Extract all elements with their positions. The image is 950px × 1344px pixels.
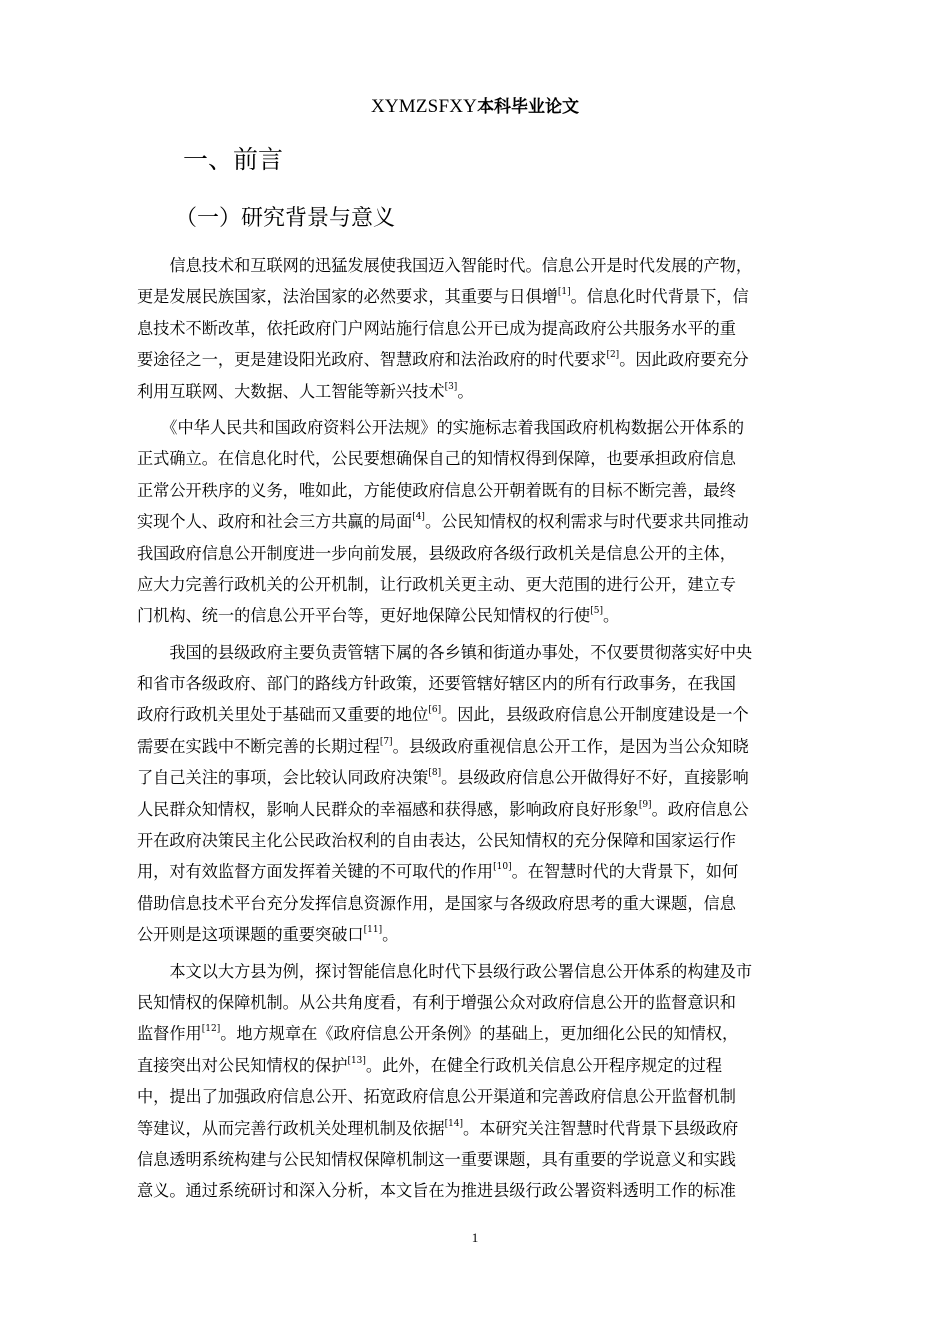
text-line: [137, 731, 857, 762]
text-run: 门机构、统一的信息公开平台等，更好地保障公民知情权的行使: [137, 606, 591, 626]
citation-ref: [3]: [444, 381, 458, 392]
text-run: 。: [382, 925, 399, 945]
text-line: [137, 956, 857, 987]
text-run: 更是发展民族国家，法治国家的必然要求，其重要与日俱增: [137, 287, 558, 307]
paragraph: [137, 250, 857, 407]
text-line: [137, 376, 857, 407]
text-line: [137, 443, 857, 474]
header-code: XYMZSFXY: [370, 96, 478, 117]
text-run: 。县级政府重视信息公开工作，是因为当公众知晓: [392, 736, 749, 756]
text-run: 。: [457, 381, 474, 401]
text-line: [137, 1144, 857, 1175]
text-line: [137, 762, 857, 793]
text-line: [137, 794, 857, 825]
text-run: 我国政府信息公开制度进一步向前发展，县级政府各级行政机关是信息公开的主体，: [137, 543, 736, 563]
text-line: [137, 1050, 857, 1081]
paragraph: [137, 637, 857, 951]
citation-ref: [2]: [606, 350, 620, 361]
header-subtitle: 本科毕业论文: [477, 97, 580, 117]
text-line: [137, 699, 857, 730]
text-run: 开在政府决策民主化公民政治权利的自由表达，公民知情权的充分保障和国家运行作: [137, 831, 736, 851]
text-line: [137, 281, 857, 312]
citation-ref: [14]: [444, 1118, 464, 1129]
text-line: [137, 344, 857, 375]
text-run: 正式确立。在信息化时代，公民要想确保自己的知情权得到保障，也要承担政府信息: [137, 449, 736, 469]
text-line: [137, 412, 857, 443]
citation-ref: [11]: [363, 925, 383, 936]
text-run: 要途径之一，更是建设阳光政府、智慧政府和法治政府的时代要求: [137, 350, 607, 370]
text-run: 用，对有效监督方面发挥着关键的不可取代的作用: [137, 862, 494, 882]
citation-ref: [10]: [493, 862, 512, 873]
text-line: [137, 475, 857, 506]
text-run: 应大力完善行政机关的公开机制，让行政机关更主动、更大范围的进行公开，建立专: [137, 574, 736, 594]
text-line: [137, 888, 857, 919]
text-run: 等建议，从而完善行政机关处理机制及依据: [137, 1118, 445, 1138]
text-line: [137, 1081, 857, 1112]
text-run: 。政府信息公: [651, 799, 749, 819]
text-run: 监督作用: [137, 1024, 202, 1044]
thesis-header: [0, 92, 950, 121]
text-run: 。地方规章在《政府信息公开条例》的基础上，更加细化公民的知情权，: [220, 1024, 739, 1044]
text-run: 意义。通过系统研讨和深入分析，本文旨在为推进县级行政公署资料透明工作的标准: [137, 1181, 736, 1201]
text-run: 。本研究关注智慧时代背景下县级政府: [463, 1118, 739, 1138]
paragraph: [137, 412, 857, 632]
text-run: 《中华人民共和国政府资料公开法规》的实施标志着我国政府机构数据公开体系的: [137, 417, 745, 437]
citation-ref: [13]: [347, 1055, 366, 1066]
text-run: 。因此，县级政府信息公开制度建设是一个: [441, 705, 749, 725]
citation-ref: [12]: [201, 1024, 221, 1035]
text-run: 和省市各级政府、部门的路线方针政策，还要管辖好辖区内的所有行政事务，在我国: [137, 674, 736, 694]
text-run: 。此外，在健全行政机关信息公开程序规定的过程: [365, 1055, 723, 1075]
citation-ref: [9]: [638, 799, 652, 810]
text-run: 实现个人、政府和社会三方共赢的局面: [137, 512, 413, 532]
text-run: 。公民知情权的权利需求与时代要求共同推动: [424, 512, 749, 532]
text-run: 我国的县级政府主要负责管辖下属的各乡镇和街道办事处，不仅要贯彻落实好中央: [137, 642, 753, 662]
text-run: 本文以大方县为例，探讨智能信息化时代下县级行政公署信息公开体系的构建及市: [137, 961, 753, 981]
text-line: [137, 919, 857, 950]
text-line: [137, 1113, 857, 1144]
text-run: 民知情权的保障机制。从公共角度看，有利于增强公众对政府信息公开的监督意识和: [137, 992, 736, 1012]
text-run: 人民群众知情权，影响人民群众的幸福感和获得感，影响政府良好形象: [137, 799, 639, 819]
text-line: [137, 506, 857, 537]
section-heading: 一、前言: [183, 145, 284, 174]
citation-ref: [8]: [428, 768, 442, 779]
text-run: 公开则是这项课题的重要突破口: [137, 925, 364, 945]
text-line: [137, 313, 857, 344]
text-run: 。县级政府信息公开做得好不好，直接影响: [441, 768, 749, 788]
text-run: 需要在实践中不断完善的长期过程: [137, 736, 380, 756]
text-run: 息技术不断改革，依托政府门户网站施行信息公开已成为提高政府公共服务水平的重: [137, 318, 736, 338]
body-text: [137, 250, 857, 1212]
text-run: 正常公开秩序的义务，唯如此，方能使政府信息公开朝着既有的目标不断完善，最终: [137, 480, 736, 500]
text-run: 中，提出了加强政府信息公开、拓宽政府信息公开渠道和完善政府信息公开监督机制: [137, 1087, 736, 1107]
text-line: [137, 569, 857, 600]
text-run: 。因此政府要充分: [619, 350, 749, 370]
text-run: 。: [603, 606, 620, 626]
text-run: 。在智慧时代的大背景下，如何: [511, 862, 739, 882]
text-run: 直接突出对公民知情权的保护: [137, 1055, 348, 1075]
text-line: [137, 1175, 857, 1206]
paragraph: [137, 956, 857, 1207]
citation-ref: [4]: [412, 512, 425, 523]
citation-ref: [1]: [557, 287, 571, 298]
text-run: 。信息化时代背景下，信: [570, 287, 749, 307]
page-number: 1: [471, 1230, 479, 1245]
text-line: [137, 825, 857, 856]
citation-ref: [5]: [590, 606, 603, 617]
text-run: 政府行政机关里处于基础而又重要的地位: [137, 705, 429, 725]
text-line: [137, 538, 857, 569]
text-run: 利用互联网、大数据、人工智能等新兴技术: [137, 381, 445, 401]
citation-ref: [6]: [428, 705, 442, 716]
citation-ref: [7]: [379, 736, 393, 747]
text-line: [137, 856, 857, 887]
text-line: [137, 1018, 857, 1049]
text-line: [137, 600, 857, 631]
text-run: 信息技术和互联网的迅猛发展使我国迈入智能时代。信息公开是时代发展的产物，: [137, 256, 753, 275]
text-line: [137, 668, 857, 699]
text-line: [137, 637, 857, 668]
text-line: [137, 987, 857, 1018]
text-run: 信息透明系统构建与公民知情权保障机制这一重要课题，具有重要的学说意义和实践: [137, 1149, 736, 1169]
text-line: [137, 250, 857, 281]
text-run: 借助信息技术平台充分发挥信息资源作用，是国家与各级政府思考的重大课题，信息: [137, 893, 736, 913]
text-run: 了自己关注的事项，会比较认同政府决策: [137, 768, 429, 788]
subsection-heading: （一）研究背景与意义: [175, 206, 396, 231]
